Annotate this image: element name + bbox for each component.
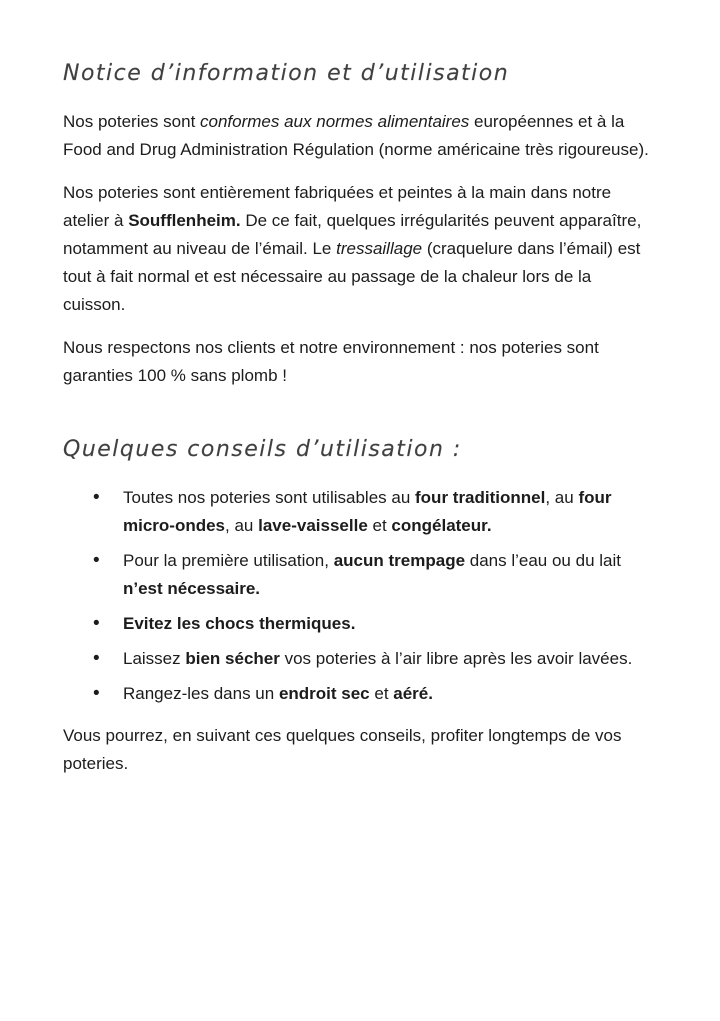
- usage-tips-list: [63, 484, 658, 708]
- paragraph-lead-free: Nous respectons nos clients et notre environnement : nos poteries sont garanties 100 % sans plomb !: [63, 338, 599, 385]
- page-title: Notice d’information et d’utilisation: [63, 61, 510, 86]
- section-title-usage-tips: Quelques conseils d’utilisation :: [63, 437, 462, 462]
- list-item-air-dry: • Laissez bien sécher vos poteries à l’air libre après les avoir lavées.: [63, 645, 658, 673]
- paragraph-closing: Vous pourrez, en suivant ces quelques conseils, profiter longtemps de vos poteries.: [63, 726, 622, 773]
- list-item-storage: • Rangez-les dans un endroit sec et aéré.: [63, 680, 658, 708]
- paragraph-food-standards: Nos poteries sont conformes aux normes alimentaires européennes et à la Food and Drug Administration Régulation (norme américaine très rigoureuse).: [63, 112, 649, 159]
- list-item-appliances: • Toutes nos poteries sont utilisables au four traditionnel, au four micro-ondes, au lave-vaisselle et congélateur.: [63, 484, 658, 540]
- list-item-thermal-shock: • Evitez les chocs thermiques.: [63, 610, 658, 638]
- paragraph-handmade-soufflenheim: Nos poteries sont entièrement fabriquées et peintes à la main dans notre atelier à Soufflenheim. De ce fait, quelques irrégularités peuvent apparaître, notamment au niveau de l’émail. Le tressaillage (craquelure dans l’émail) est tout à fait normal et est nécessaire au passage de la chaleur lors de la cuisson.: [63, 183, 642, 314]
- list-item-no-soaking: • Pour la première utilisation, aucun trempage dans l’eau ou du lait n’est nécessaire.: [63, 547, 658, 603]
